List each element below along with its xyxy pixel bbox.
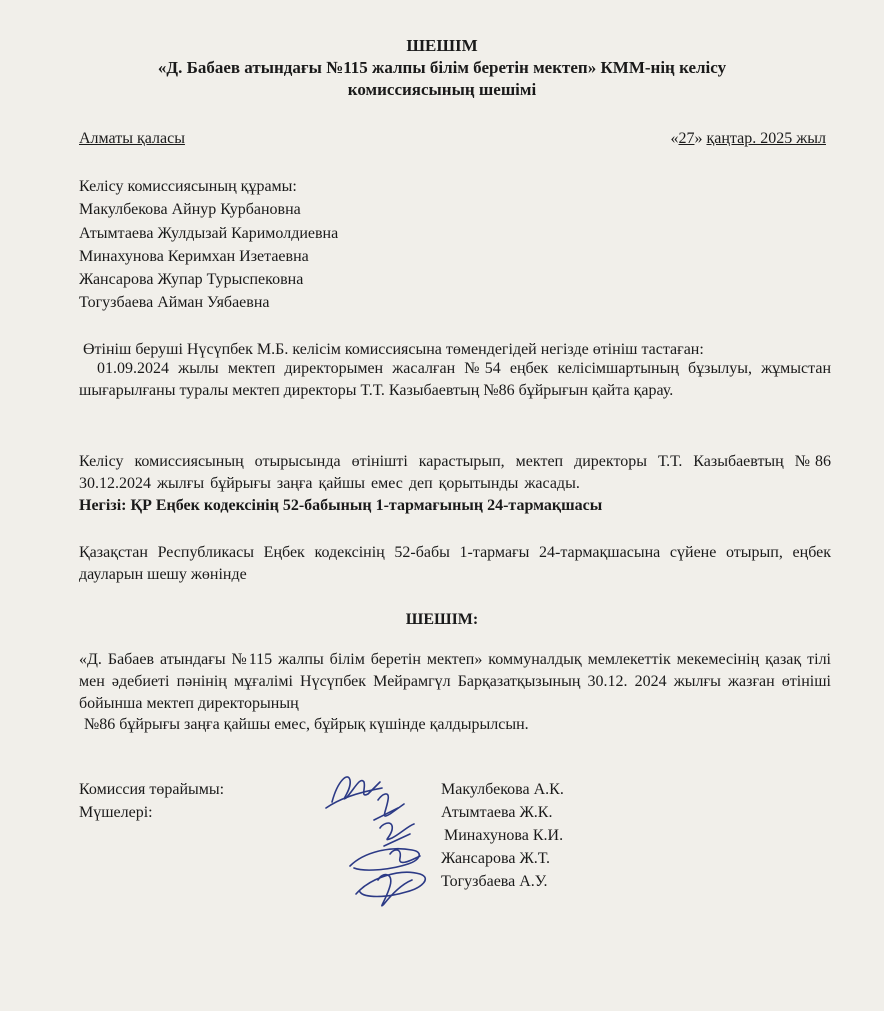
document-date [670, 130, 826, 148]
signatory-name: Жансарова Ж.Т. [441, 850, 550, 867]
commission-member: Атымтаева Жулдызай Каримолдиевна [79, 225, 339, 242]
date-month-year: қаңтар. 2025 жыл [706, 130, 826, 147]
commission-heading: Келісу комиссиясының құрамы: [79, 178, 297, 195]
signatory-name: Тогузбаева А.У. [441, 873, 548, 890]
city-label: Алматы қаласы [79, 130, 185, 147]
signatory-name: Макулбекова А.К. [441, 781, 564, 798]
commission-member: Тогузбаева Айман Уябаевна [79, 294, 270, 311]
decision-conclusion: №86 бұйрығы заңға қайшы емес, бұйрық күшінде қалдырылсын. [84, 716, 529, 733]
review-paragraph: Келісу комиссиясының отырысында өтінішті карастырып, мектеп директоры Т.Т. Казыбаевтың №86 30.12.2024 жылғы бұйрығы заңға қайшы емес деп қорытынды жасады. [79, 453, 831, 492]
signatory-name: Минахунова К.И. [444, 827, 564, 844]
document-title: ШЕШІМ [406, 36, 478, 55]
request-paragraph: 01.09.2024 жылы мектеп директорымен жасалған №54 еңбек келісімшартының бұзылуы, жұмыстан шығарылғаны туралы мектеп директоры Т.Т. Казыбаевтың №86 бұйрығын қайта қарау. [79, 360, 831, 399]
signatory-name: Атымтаева Ж.К. [441, 804, 553, 821]
applicant-paragraph: Өтініш беруші Нүсүпбек М.Б. келісім комиссиясына төмендегідей негізде өтініш тастаған: [83, 341, 704, 358]
handwritten-signatures [320, 768, 450, 918]
legal-basis: Негізі: ҚР Еңбек кодексінің 52-бабының 1-тармағының 24-тармақшасы [79, 497, 603, 514]
document-subtitle-line1: «Д. Бабаев атындағы №115 жалпы білім беретін мектеп» КММ-нің келісу [157, 58, 727, 77]
decision-heading: ШЕШІМ: [405, 611, 479, 628]
commission-member: Минахунова Керимхан Изетаевна [79, 248, 309, 265]
decision-paragraph: «Д. Бабаев атындағы №115 жалпы білім беретін мектеп» коммуналдық мемлекеттік мекемесінің қазақ тілі мен әдебиеті пәнінің мұғалімі Нүсүпбек Мейрамгүл Барқазатқызының 30.12. 2024 жылғы жазған өтініші бойынша мектеп директорының [79, 651, 831, 712]
date-close-quote: » [694, 130, 703, 147]
members-label: Мүшелері: [79, 804, 153, 821]
commission-member: Жансарова Жупар Турыспековна [79, 271, 304, 288]
commission-member: Макулбекова Айнур Курбановна [79, 201, 301, 218]
date-open-quote: « [670, 130, 679, 147]
date-day: 27 [678, 130, 695, 147]
document-subtitle-line2: комиссиясының шешімі [347, 80, 537, 99]
reference-paragraph: Қазақстан Республикасы Еңбек кодексінің 52-бабы 1-тармағы 24-тармақшасына сүйене отырып, еңбек дауларын шешу жөнінде [79, 544, 831, 583]
chair-label: Комиссия төрайымы: [79, 781, 225, 798]
